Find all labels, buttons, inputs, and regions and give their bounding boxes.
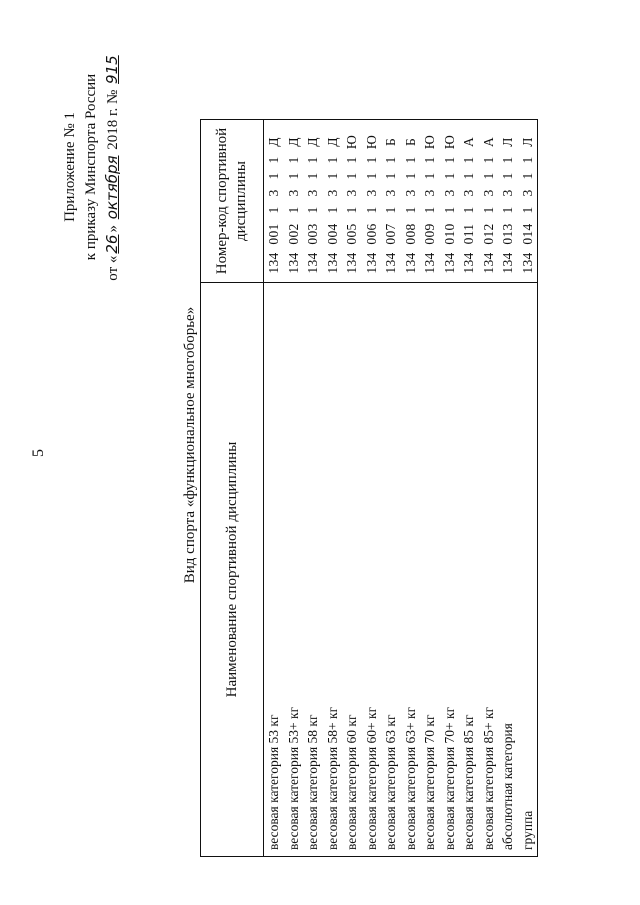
discipline-code — [323, 120, 343, 283]
discipline-code — [303, 120, 323, 283]
code-part: 1 — [285, 156, 301, 164]
discipline-code — [342, 120, 362, 283]
table-row — [440, 120, 460, 857]
code-part: 1 — [402, 172, 418, 180]
code-part: 1 — [344, 172, 359, 180]
code-part: Ю — [441, 134, 457, 150]
table-row — [342, 120, 362, 857]
code-part: 134 — [519, 252, 535, 274]
code-part: 1 — [500, 156, 515, 164]
table-row — [518, 120, 538, 857]
date-mid: » — [105, 225, 121, 233]
date-prefix: от « — [105, 255, 121, 281]
code-part: 3 — [344, 189, 359, 197]
code-part: 134 — [422, 252, 437, 274]
discipline-code — [381, 120, 401, 283]
code-part: 1 — [402, 206, 418, 214]
code-part: 3 — [285, 189, 301, 197]
discipline-code — [518, 120, 538, 283]
code-part: Д — [305, 137, 320, 147]
code-part: 012 — [480, 223, 496, 245]
appendix-title: Приложение № 1 — [62, 112, 78, 222]
code-part: Л — [500, 137, 515, 147]
code-part: 1 — [422, 156, 437, 164]
code-part: 1 — [363, 156, 379, 164]
table-row — [420, 120, 440, 857]
code-part: 1 — [500, 172, 515, 180]
date-month-handwritten: октября — [103, 155, 121, 220]
code-part: Ю — [363, 134, 379, 150]
code-part: Л — [519, 137, 535, 147]
code-part: 3 — [480, 189, 496, 197]
code-part: 1 — [461, 172, 476, 180]
code-part: 134 — [480, 252, 496, 274]
page-number: 5 — [30, 449, 47, 457]
discipline-name: абсолютная категория — [498, 283, 518, 857]
code-part: 1 — [344, 206, 359, 214]
code-part: 008 — [402, 223, 418, 245]
code-part: 1 — [344, 156, 359, 164]
table-row — [479, 120, 499, 857]
code-part: Д — [285, 137, 301, 147]
table-row — [264, 120, 284, 857]
code-part: 1 — [422, 172, 437, 180]
discipline-code — [479, 120, 499, 283]
code-part: 3 — [500, 189, 515, 197]
code-part: 004 — [324, 223, 340, 245]
table-row — [303, 120, 323, 857]
code-part: 1 — [519, 172, 535, 180]
appendix-date-line — [102, 17, 124, 317]
discipline-name: весовая категория 53+ кг — [284, 283, 304, 857]
code-part: 1 — [480, 156, 496, 164]
code-part: 1 — [305, 206, 320, 214]
discipline-code — [420, 120, 440, 283]
discipline-name: весовая категория 60+ кг — [362, 283, 382, 857]
discipline-name: группа — [518, 283, 538, 857]
discipline-name: весовая категория 63+ кг — [401, 283, 421, 857]
discipline-code — [459, 120, 479, 283]
appendix-header — [60, 17, 124, 317]
table-row — [284, 120, 304, 857]
date-year: 2018 г. № — [105, 89, 121, 150]
header-discipline-name: Наименование спортивной дисциплины — [201, 283, 264, 857]
code-part: 011 — [461, 223, 476, 245]
code-part: 1 — [324, 206, 340, 214]
code-part: 3 — [324, 189, 340, 197]
table-row — [323, 120, 343, 857]
discipline-code — [440, 120, 460, 283]
header-discipline-code: Номер-код спортивной дисциплины — [201, 120, 264, 283]
code-part: 3 — [519, 189, 535, 197]
table-row — [401, 120, 421, 857]
table-header-row — [201, 120, 264, 857]
code-part: А — [461, 136, 476, 148]
code-part: 1 — [285, 206, 301, 214]
discipline-name: весовая категория 85 кг — [459, 283, 479, 857]
code-part: 1 — [480, 206, 496, 214]
code-part: 1 — [363, 172, 379, 180]
discipline-code — [401, 120, 421, 283]
code-part: 1 — [266, 156, 281, 164]
code-part: 3 — [305, 189, 320, 197]
code-part: 1 — [305, 156, 320, 164]
code-part: 134 — [285, 252, 301, 274]
order-number-handwritten: 915 — [103, 55, 121, 84]
discipline-name: весовая категория 85+ кг — [479, 283, 499, 857]
date-day-handwritten: 26 — [103, 234, 121, 254]
code-part: Ю — [344, 134, 359, 150]
code-part: 1 — [441, 156, 457, 164]
code-part: Б — [383, 137, 398, 147]
code-part: Ю — [422, 134, 437, 150]
code-part: 1 — [500, 206, 515, 214]
code-part: 1 — [519, 156, 535, 164]
code-part: 1 — [441, 206, 457, 214]
code-part: 1 — [383, 172, 398, 180]
code-part: 003 — [305, 223, 320, 245]
table-row — [459, 120, 479, 857]
code-part: 1 — [324, 156, 340, 164]
discipline-name: весовая категория 70 кг — [420, 283, 440, 857]
code-part: 3 — [363, 189, 379, 197]
discipline-code — [284, 120, 304, 283]
code-part: Б — [402, 137, 418, 147]
code-part: 134 — [383, 252, 398, 274]
code-part: 006 — [363, 223, 379, 245]
table-row — [362, 120, 382, 857]
discipline-name: весовая категория 53 кг — [264, 283, 284, 857]
table-row — [498, 120, 518, 857]
code-part: 3 — [461, 189, 476, 197]
disciplines-table — [200, 119, 538, 857]
table-body — [264, 120, 538, 857]
code-part: 1 — [461, 206, 476, 214]
code-part: 1 — [305, 172, 320, 180]
code-part: 3 — [266, 189, 281, 197]
discipline-code — [362, 120, 382, 283]
discipline-code — [264, 120, 284, 283]
code-part: 1 — [441, 172, 457, 180]
code-part: 134 — [402, 252, 418, 274]
code-part: 002 — [285, 223, 301, 245]
code-part: 134 — [363, 252, 379, 274]
code-part: 009 — [422, 223, 437, 245]
appendix-order-ref: к приказу Минспорта России — [83, 73, 99, 261]
code-part: 1 — [363, 206, 379, 214]
code-part: 1 — [266, 172, 281, 180]
discipline-name: весовая категория 60 кг — [342, 283, 362, 857]
code-part: Д — [324, 137, 340, 147]
code-part: 1 — [285, 172, 301, 180]
discipline-name: весовая категория 70+ кг — [440, 283, 460, 857]
code-part: 001 — [266, 223, 281, 245]
code-part: 005 — [344, 223, 359, 245]
code-part: А — [480, 136, 496, 148]
code-part: 1 — [519, 206, 535, 214]
table-row — [381, 120, 401, 857]
code-part: 1 — [383, 156, 398, 164]
code-part: 134 — [500, 252, 515, 274]
code-part: 1 — [266, 206, 281, 214]
code-part: 1 — [422, 206, 437, 214]
code-part: 3 — [402, 189, 418, 197]
code-part: 134 — [266, 252, 281, 274]
code-part: 134 — [461, 252, 476, 274]
code-part: 134 — [441, 252, 457, 274]
code-part: 1 — [383, 206, 398, 214]
sport-title: Вид спорта «функциональное многоборье» — [182, 306, 198, 584]
discipline-name: весовая категория 58 кг — [303, 283, 323, 857]
code-part: 134 — [344, 252, 359, 274]
code-part: 134 — [324, 252, 340, 274]
discipline-code — [498, 120, 518, 283]
code-part: 1 — [324, 172, 340, 180]
code-part: 010 — [441, 223, 457, 245]
code-part: 013 — [500, 223, 515, 245]
code-part: 3 — [383, 189, 398, 197]
discipline-name: весовая категория 63 кг — [381, 283, 401, 857]
code-part: 134 — [305, 252, 320, 274]
code-part: 1 — [402, 156, 418, 164]
code-part: 007 — [383, 223, 398, 245]
discipline-name: весовая категория 58+ кг — [323, 283, 343, 857]
code-part: 1 — [480, 172, 496, 180]
code-part: 014 — [519, 223, 535, 245]
code-part: 1 — [461, 156, 476, 164]
code-part: 3 — [441, 189, 457, 197]
code-part: 3 — [422, 189, 437, 197]
code-part: Д — [266, 137, 281, 147]
